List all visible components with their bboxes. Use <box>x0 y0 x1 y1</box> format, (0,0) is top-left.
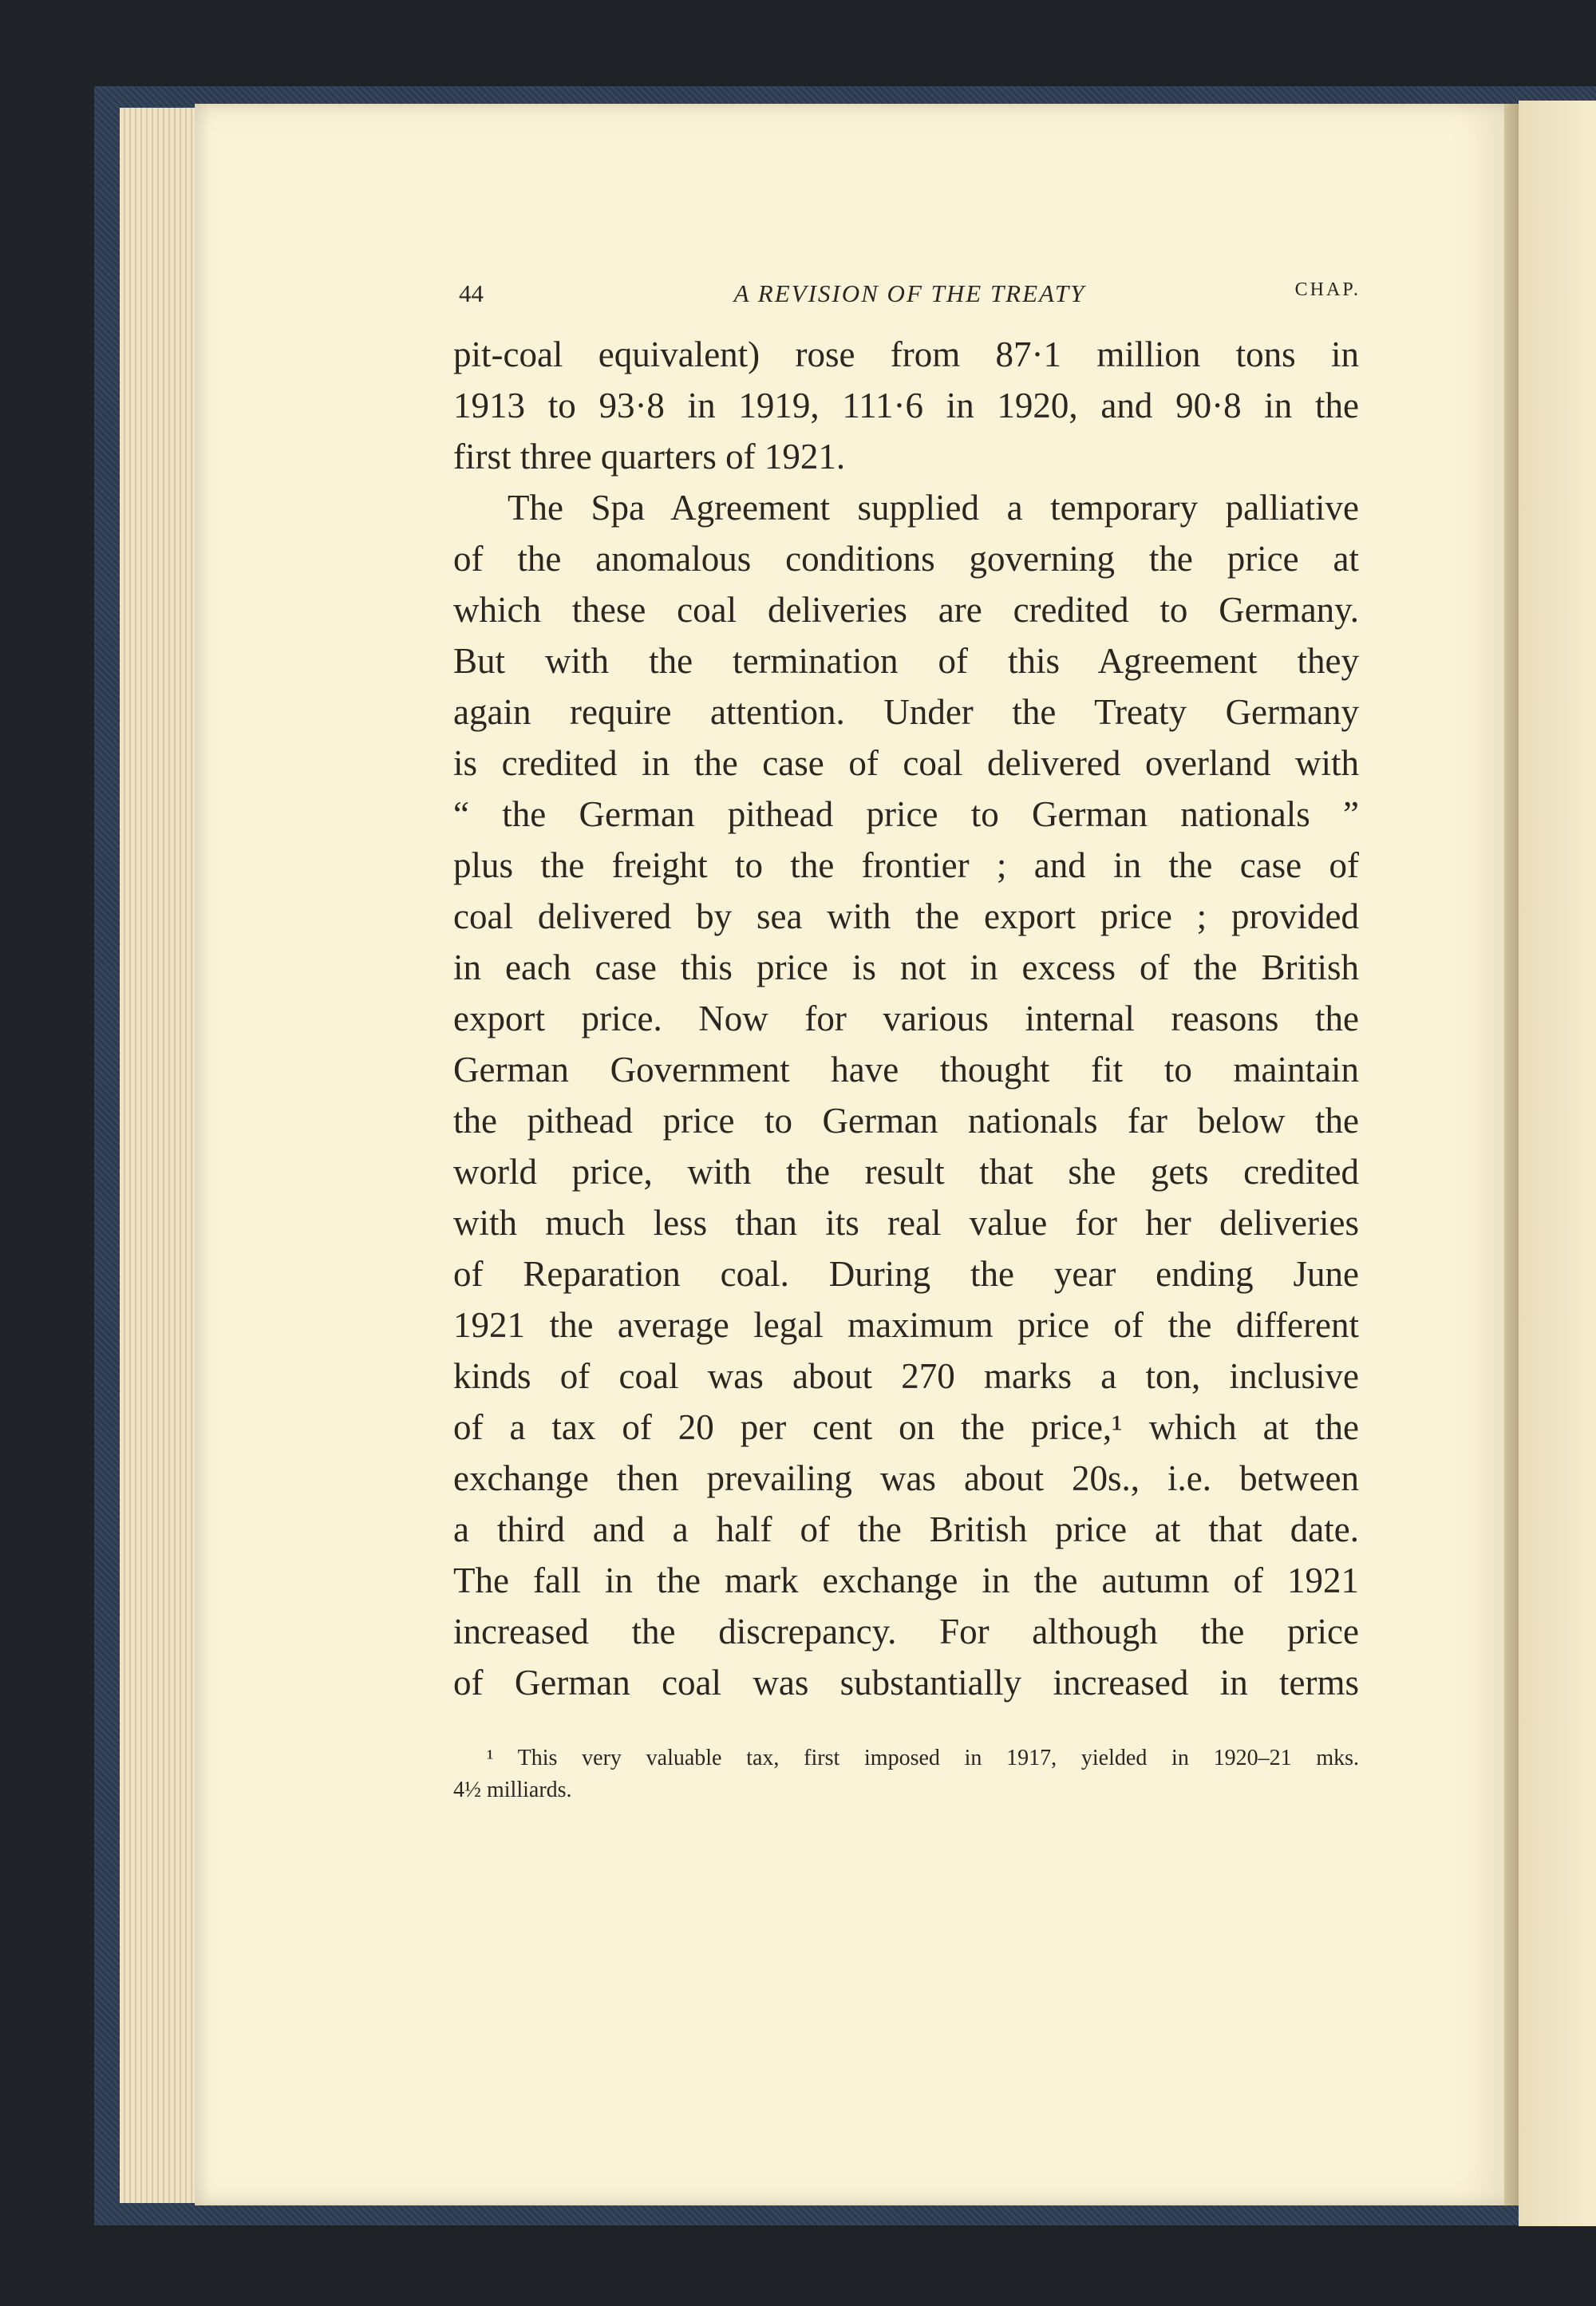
page-number: 44 <box>459 279 484 307</box>
chapter-label: CHAP. <box>1294 279 1361 300</box>
text-line: plus the freight to the frontier ; and in the case of <box>453 845 1359 885</box>
text-line: of Reparation coal. During the year ending June <box>453 1254 1359 1294</box>
text-line: world price, with the result that she gets credited <box>453 1152 1359 1192</box>
text-line: “ the German pithead price to German nationals ” <box>453 794 1359 834</box>
text-line: kinds of coal was about 270 marks a ton, inclusive <box>453 1356 1359 1396</box>
footnote-line: ¹ This very valuable tax, first imposed in 1917, yielded in 1920–21 mks. <box>487 1746 1359 1770</box>
text-line: 1921 the average legal maximum price of the different <box>453 1305 1359 1345</box>
text-line: which these coal deliveries are credited to Germany. <box>453 590 1359 630</box>
text-line: But with the termination of this Agreement they <box>453 641 1359 681</box>
text-line: the pithead price to German nationals far below the <box>453 1101 1359 1141</box>
running-title: A REVISION OF THE TREATY <box>733 279 1086 307</box>
running-head <box>459 276 1361 316</box>
text-line: German Government have thought fit to maintain <box>453 1050 1359 1090</box>
text-line: is credited in the case of coal delivered overland with <box>453 743 1359 783</box>
facing-page-edge <box>1519 101 1596 2226</box>
text-line: of a tax of 20 per cent on the price,¹ which at the <box>453 1407 1359 1447</box>
text-line: The Spa Agreement supplied a temporary palliative <box>508 488 1359 528</box>
page-gutter <box>1504 104 1519 2205</box>
text-line: with much less than its real value for her deliveries <box>453 1203 1359 1243</box>
text-line: in each case this price is not in excess of the British <box>453 947 1359 987</box>
text-line: coal delivered by sea with the export price ; provided <box>453 896 1359 936</box>
text-line: again require attention. Under the Treaty Germany <box>453 692 1359 732</box>
text-line: of German coal was substantially increased in terms <box>453 1663 1359 1703</box>
text-line: The fall in the mark exchange in the autumn of 1921 <box>453 1560 1359 1600</box>
text-line: a third and a half of the British price at that date. <box>453 1509 1359 1549</box>
text-line: increased the discrepancy. For although the price <box>453 1612 1359 1651</box>
text-line: pit-coal equivalent) rose from 87·1 million tons in <box>453 334 1359 374</box>
text-line: 1913 to 93·8 in 1919, 111·6 in 1920, and 90·8 in the <box>453 386 1359 425</box>
text-line: exchange then prevailing was about 20s., i.e. between <box>453 1458 1359 1498</box>
footnote-line: 4½ milliards. <box>453 1778 572 1802</box>
text-line: of the anomalous conditions governing the price at <box>453 539 1359 579</box>
text-line: export price. Now for various internal reasons the <box>453 999 1359 1038</box>
text-line: first three quarters of 1921. <box>453 437 846 477</box>
